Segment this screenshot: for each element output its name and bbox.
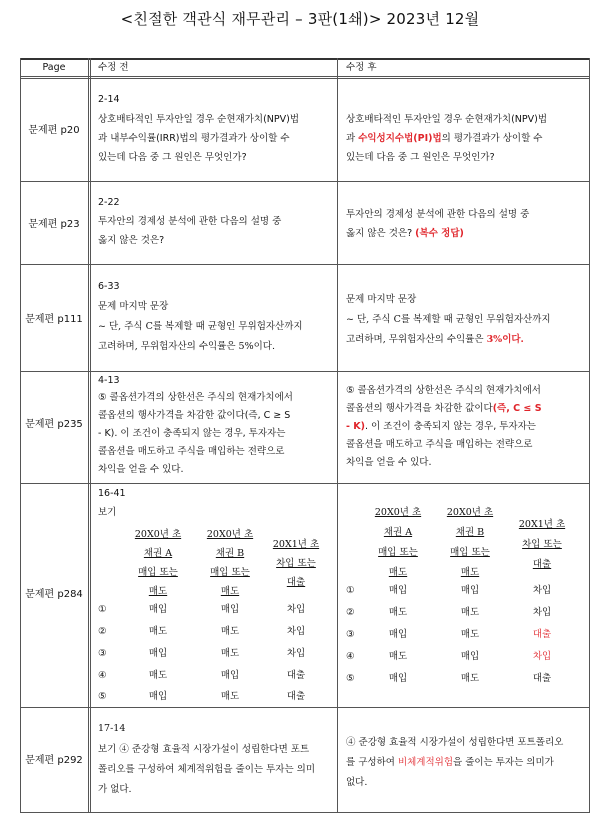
- after-text-line: ~ 단, 주식 C를 복제할 때 균형인 무위험자산까지: [346, 314, 551, 325]
- before-text-line: 차익을 얻을 수 있다.: [98, 464, 184, 475]
- choice-cell: 매도: [460, 629, 480, 640]
- row-page-label: 문제편 p292: [25, 755, 83, 766]
- correction-highlight: 수익성지수법(PI)법: [358, 133, 442, 144]
- col-header: 채권 A: [383, 527, 413, 538]
- after-text-line: 콜옵션을 매도하고 주식을 매입하는 전략으로: [346, 439, 533, 450]
- text: 콜옵션의 행사가격을 차감한 값이다: [346, 403, 493, 414]
- choice-number: ④: [98, 670, 107, 681]
- choice-cell: 매도: [220, 626, 240, 637]
- row-divider: [20, 707, 590, 708]
- before-text-line: 고려하며, 무위험자산의 수익률은 5%이다.: [98, 341, 276, 352]
- header-page: Page: [42, 62, 66, 73]
- question-number: 2-14: [98, 94, 120, 105]
- col-header: 차입 또는: [276, 558, 316, 569]
- choice-cell: 매도: [388, 651, 408, 662]
- bogi-label: 보기: [98, 507, 117, 518]
- choice-number: ②: [98, 626, 107, 637]
- text: 의 평가결과가 상이할 수: [441, 133, 543, 144]
- correction-highlight: 3%이다.: [486, 334, 524, 345]
- before-text-line: 콜옵션을 매도하고 주식을 매입하는 전략으로: [98, 446, 285, 457]
- col-header: 대출: [532, 559, 552, 570]
- choice-number: ④: [346, 651, 355, 662]
- choice-cell: 매도: [148, 626, 168, 637]
- choice-cell: 차입: [286, 604, 306, 615]
- after-text-line: 투자안의 경제성 분석에 관한 다음의 설명 중: [346, 209, 530, 220]
- choice-cell: 차입: [286, 648, 306, 659]
- before-text-line: 투자안의 경제성 분석에 관한 다음의 설명 중: [98, 216, 282, 227]
- after-text-line: 상호배타적인 투자안일 경우 순현재가치(NPV)법: [346, 114, 547, 125]
- choice-cell: 차입: [532, 607, 552, 618]
- table-left-border: [20, 58, 21, 812]
- before-text-line: 폴리오를 구성하여 체계적위험을 줄이는 투자는 의미: [98, 764, 315, 775]
- question-number: 4-13: [98, 375, 120, 386]
- before-text-line: 가 없다.: [98, 784, 132, 795]
- choice-cell: 대출: [532, 673, 552, 684]
- after-text-line: ④ 준강형 효율적 시장가설이 성립한다면 포트폴리오: [346, 737, 564, 748]
- choice-cell: 매입: [388, 585, 408, 596]
- choice-cell: 매입: [148, 604, 168, 615]
- row-page-label: 문제편 p111: [25, 314, 83, 325]
- col-header: 매도: [148, 586, 168, 597]
- after-text-line: [346, 420, 536, 434]
- table-bottom-border: [20, 812, 590, 813]
- text: 과: [346, 133, 359, 144]
- correction-highlight: 대출: [532, 629, 552, 640]
- row-divider: [20, 264, 590, 265]
- before-text-line: 문제 마지막 문장: [98, 301, 169, 312]
- col-header: 20X0년 초: [374, 507, 422, 518]
- choice-cell: 매입: [148, 648, 168, 659]
- before-text-line: 과 내부수익률(IRR)법의 평가결과가 상이할 수: [98, 133, 290, 144]
- after-text-line: [346, 227, 464, 241]
- choice-cell: 매입: [220, 604, 240, 615]
- choice-number: ⑤: [346, 673, 355, 684]
- choice-number: ③: [98, 648, 107, 659]
- before-after-divider: [337, 58, 338, 812]
- page-col-divider: [88, 58, 91, 812]
- table-right-border: [589, 58, 590, 812]
- header-divider: [20, 76, 590, 79]
- col-header: 20X0년 초: [134, 529, 182, 540]
- col-header: 차입 또는: [522, 539, 562, 550]
- row-page-label: 문제편 p284: [25, 589, 83, 600]
- correction-highlight: 비체계적위험: [397, 757, 453, 768]
- after-text-line: [346, 132, 542, 146]
- after-text-line: 있는데 다음 중 그 원인은 무엇인가?: [346, 152, 495, 163]
- page-title: <친절한 객관식 재무관리 – 3판(1쇄)> 2023년 12월: [120, 10, 480, 28]
- question-number: 2-22: [98, 197, 120, 208]
- after-text-line: [346, 756, 554, 770]
- col-header: 대출: [286, 577, 306, 588]
- choice-number: ①: [98, 604, 107, 615]
- table-top-border: [20, 58, 590, 60]
- header-after: 수정 후: [346, 62, 377, 73]
- choice-cell: 매입: [220, 670, 240, 681]
- row-divider: [20, 483, 590, 484]
- col-header: 20X1년 초: [518, 519, 566, 530]
- choice-cell: 대출: [286, 670, 306, 681]
- before-text-line: - K). 이 조건이 충족되지 않는 경우, 투자자는: [98, 428, 286, 439]
- choice-cell: 매도: [460, 607, 480, 618]
- choice-cell: 매입: [388, 629, 408, 640]
- correction-highlight: - K): [346, 421, 365, 432]
- col-header: 매도: [220, 586, 240, 597]
- row-page-label: 문제편 p235: [25, 419, 83, 430]
- row-page-label: 문제편 p23: [28, 219, 80, 230]
- choice-cell: 매도: [388, 607, 408, 618]
- before-text-line: ⑤ 콜옵션가격의 상한선은 주식의 현재가치에서: [98, 392, 293, 403]
- before-text-line: 콜옵션의 행사가격을 차감한 값이다(즉, C ≥ S: [98, 410, 291, 421]
- correction-highlight: 차입: [532, 651, 552, 662]
- after-text-line: [346, 333, 524, 347]
- choice-cell: 매도: [148, 670, 168, 681]
- col-header: 20X0년 초: [446, 507, 494, 518]
- after-text-line: 차익을 얻을 수 있다.: [346, 457, 432, 468]
- col-header: 매입 또는: [210, 567, 250, 578]
- row-page-label: 문제편 p20: [28, 125, 80, 136]
- col-header: 매입 또는: [378, 547, 418, 558]
- before-text-line: 옳지 않은 것은?: [98, 235, 165, 246]
- col-header: 채권 A: [143, 548, 173, 559]
- before-text-line: 있는데 다음 중 그 원인은 무엇인가?: [98, 152, 247, 163]
- header-before: 수정 전: [98, 62, 129, 73]
- question-number: 17-14: [98, 723, 126, 734]
- choice-cell: 매도: [460, 673, 480, 684]
- choice-number: ③: [346, 629, 355, 640]
- col-header: 매도: [388, 567, 408, 578]
- col-header: 채권 B: [215, 548, 245, 559]
- before-text-line: 상호배타적인 투자안일 경우 순현재가치(NPV)법: [98, 114, 299, 125]
- choice-number: ②: [346, 607, 355, 618]
- choice-cell: 매입: [460, 585, 480, 596]
- row-divider: [20, 371, 590, 372]
- text: . 이 조건이 충족되지 않는 경우, 투자자는: [364, 421, 536, 432]
- before-text-line: 보기 ④ 준강형 효율적 시장가설이 성립한다면 포트: [98, 744, 310, 755]
- after-text-line: 문제 마지막 문장: [346, 294, 417, 305]
- col-header: 20X0년 초: [206, 529, 254, 540]
- choice-cell: 대출: [286, 691, 306, 702]
- col-header: 매도: [460, 567, 480, 578]
- after-text-line: ⑤ 콜옵션가격의 상한선은 주식의 현재가치에서: [346, 385, 541, 396]
- choice-cell: 차입: [286, 626, 306, 637]
- choice-cell: 매도: [220, 691, 240, 702]
- col-header: 20X1년 초: [272, 539, 320, 550]
- choice-number: ①: [346, 585, 355, 596]
- before-text-line: ~ 단, 주식 C를 복제할 때 균형인 무위험자산까지: [98, 321, 303, 332]
- question-number: 16-41: [98, 488, 126, 499]
- choice-cell: 매입: [460, 651, 480, 662]
- row-divider: [20, 181, 590, 182]
- col-header: 채권 B: [455, 527, 485, 538]
- col-header: 매입 또는: [450, 547, 490, 558]
- choice-cell: 매입: [148, 691, 168, 702]
- col-header: 매입 또는: [138, 567, 178, 578]
- choice-cell: 매도: [220, 648, 240, 659]
- text: 을 줄이는 투자는 의미가: [453, 757, 554, 768]
- correction-highlight: (복수 정답): [415, 228, 464, 239]
- text: 를 구성하여: [346, 757, 398, 768]
- text: 옳지 않은 것은?: [346, 228, 416, 239]
- after-text-line: [346, 402, 542, 416]
- choice-cell: 차입: [532, 585, 552, 596]
- text: 고려하며, 무위험자산의 수익률은: [346, 334, 487, 345]
- choice-number: ⑤: [98, 691, 107, 702]
- after-text-line: 없다.: [346, 777, 368, 788]
- question-number: 6-33: [98, 281, 120, 292]
- choice-cell: 매입: [388, 673, 408, 684]
- correction-highlight: (즉, C ≤ S: [492, 403, 542, 414]
